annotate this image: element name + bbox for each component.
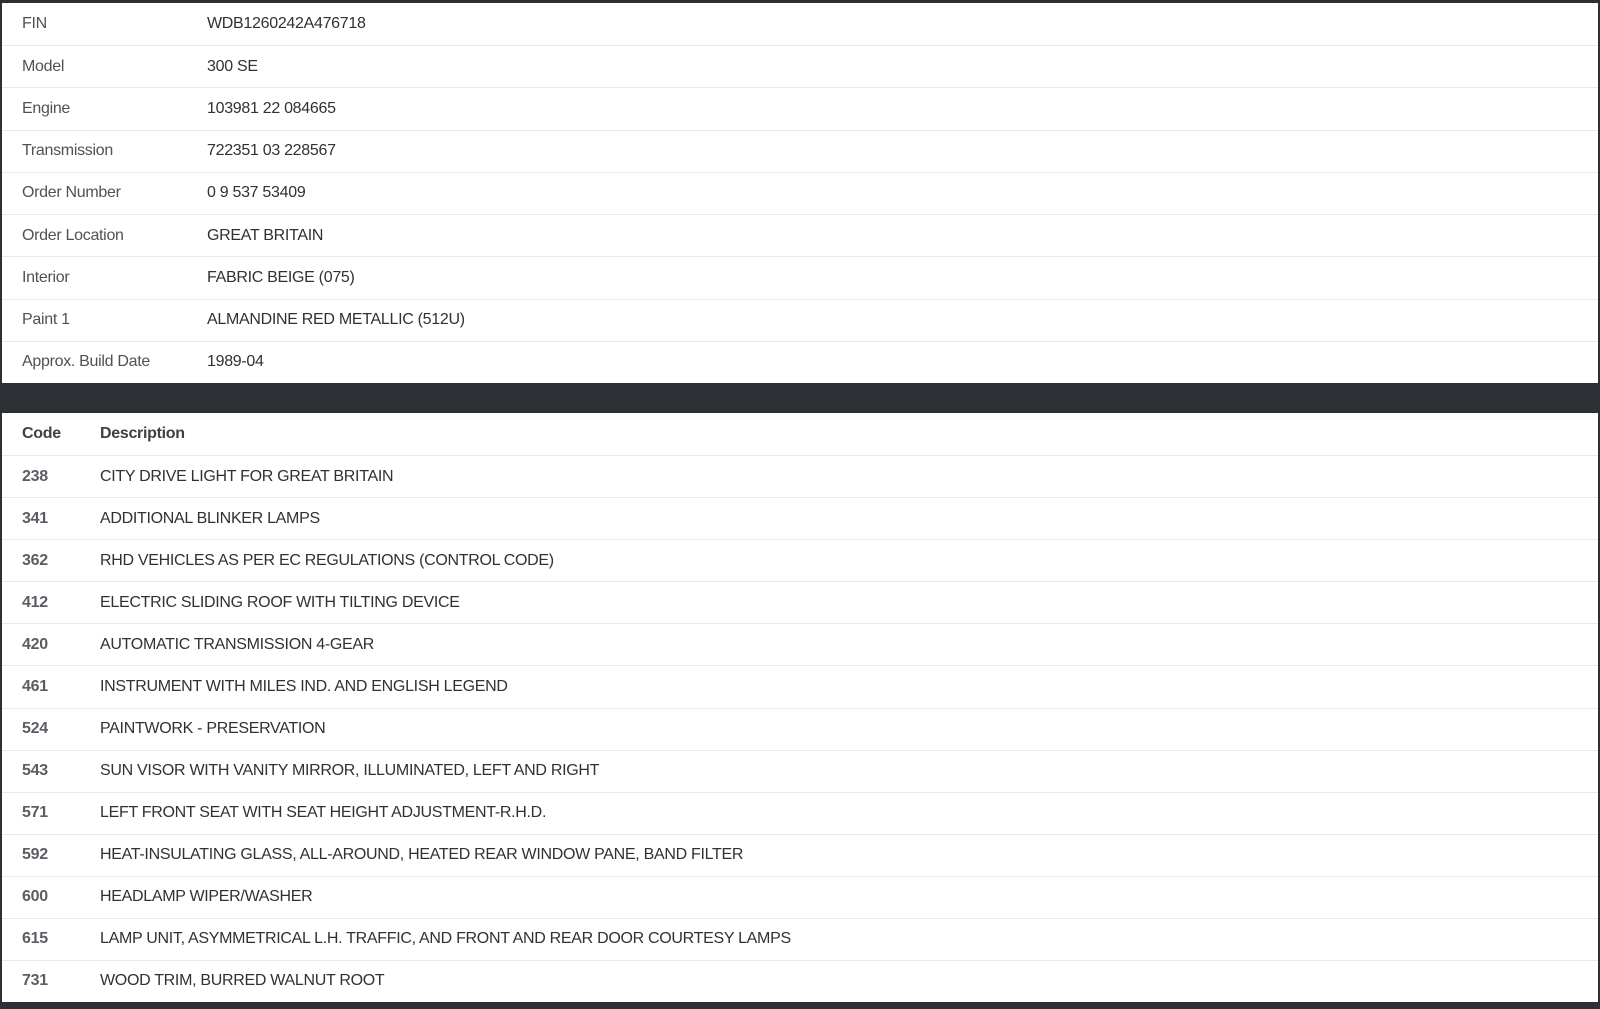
option-codes-table (2, 413, 1598, 1002)
info-value: FABRIC BEIGE (075) (207, 268, 355, 286)
option-description: ELECTRIC SLIDING ROOF WITH TILTING DEVICE (100, 593, 460, 611)
option-description: RHD VEHICLES AS PER EC REGULATIONS (CONTROL CODE) (100, 551, 554, 569)
table-row (2, 750, 1598, 792)
info-value: 0 9 537 53409 (207, 184, 306, 202)
option-code: 461 (22, 677, 48, 695)
info-row (2, 3, 1598, 45)
info-label: FIN (22, 15, 47, 33)
info-row (2, 130, 1598, 172)
option-code: 615 (22, 930, 48, 948)
info-label: Approx. Build Date (22, 353, 151, 371)
info-label: Interior (22, 268, 70, 286)
option-code: 341 (22, 509, 48, 527)
info-row (2, 87, 1598, 129)
option-description: PAINTWORK - PRESERVATION (100, 720, 326, 738)
info-label: Model (22, 57, 65, 75)
option-code: 524 (22, 720, 48, 738)
info-row (2, 214, 1598, 256)
vehicle-info-table (2, 3, 1598, 383)
option-code: 543 (22, 762, 48, 780)
info-label: Paint 1 (22, 311, 70, 329)
option-description: CITY DRIVE LIGHT FOR GREAT BRITAIN (100, 467, 394, 485)
option-code: 592 (22, 846, 48, 864)
table-row (2, 665, 1598, 707)
option-code: 362 (22, 551, 48, 569)
info-value: ALMANDINE RED METALLIC (512U) (207, 311, 465, 329)
table-row (2, 497, 1598, 539)
info-label: Order Number (22, 184, 121, 202)
info-label: Transmission (22, 142, 113, 160)
option-description: HEADLAMP WIPER/WASHER (100, 888, 313, 906)
table-row (2, 708, 1598, 750)
table-row (2, 581, 1598, 623)
code-column-header: Code (22, 425, 61, 443)
table-header-row (2, 413, 1598, 455)
option-description: INSTRUMENT WITH MILES IND. AND ENGLISH LEGEND (100, 677, 508, 695)
option-code: 412 (22, 593, 48, 611)
table-row (2, 792, 1598, 834)
option-description: SUN VISOR WITH VANITY MIRROR, ILLUMINATED, LEFT AND RIGHT (100, 762, 600, 780)
table-row (2, 834, 1598, 876)
option-code: 600 (22, 888, 48, 906)
info-row (2, 341, 1598, 383)
option-description: LEFT FRONT SEAT WITH SEAT HEIGHT ADJUSTMENT-R.H.D. (100, 804, 547, 822)
info-value: 722351 03 228567 (207, 142, 336, 160)
table-row (2, 539, 1598, 581)
option-description: ADDITIONAL BLINKER LAMPS (100, 509, 320, 527)
option-code: 238 (22, 467, 48, 485)
info-value: WDB1260242A476718 (207, 15, 366, 33)
option-description: HEAT-INSULATING GLASS, ALL-AROUND, HEATED REAR WINDOW PANE, BAND FILTER (100, 846, 744, 864)
option-description: LAMP UNIT, ASYMMETRICAL L.H. TRAFFIC, AND FRONT AND REAR DOOR COURTESY LAMPS (100, 930, 791, 948)
info-value: GREAT BRITAIN (207, 226, 324, 244)
info-row (2, 256, 1598, 298)
table-row (2, 918, 1598, 960)
info-row (2, 299, 1598, 341)
info-value: 300 SE (207, 57, 258, 75)
info-row (2, 45, 1598, 87)
table-row (2, 960, 1598, 1002)
info-value: 1989-04 (207, 353, 264, 371)
info-value: 103981 22 084665 (207, 100, 336, 118)
info-label: Order Location (22, 226, 124, 244)
option-code: 420 (22, 635, 48, 653)
info-label: Engine (22, 100, 71, 118)
option-description: AUTOMATIC TRANSMISSION 4-GEAR (100, 635, 375, 653)
info-row (2, 172, 1598, 214)
description-column-header: Description (100, 425, 185, 443)
table-row (2, 876, 1598, 918)
option-code: 731 (22, 972, 48, 990)
table-row (2, 623, 1598, 665)
option-description: WOOD TRIM, BURRED WALNUT ROOT (100, 972, 385, 990)
option-code: 571 (22, 804, 48, 822)
table-row (2, 455, 1598, 497)
